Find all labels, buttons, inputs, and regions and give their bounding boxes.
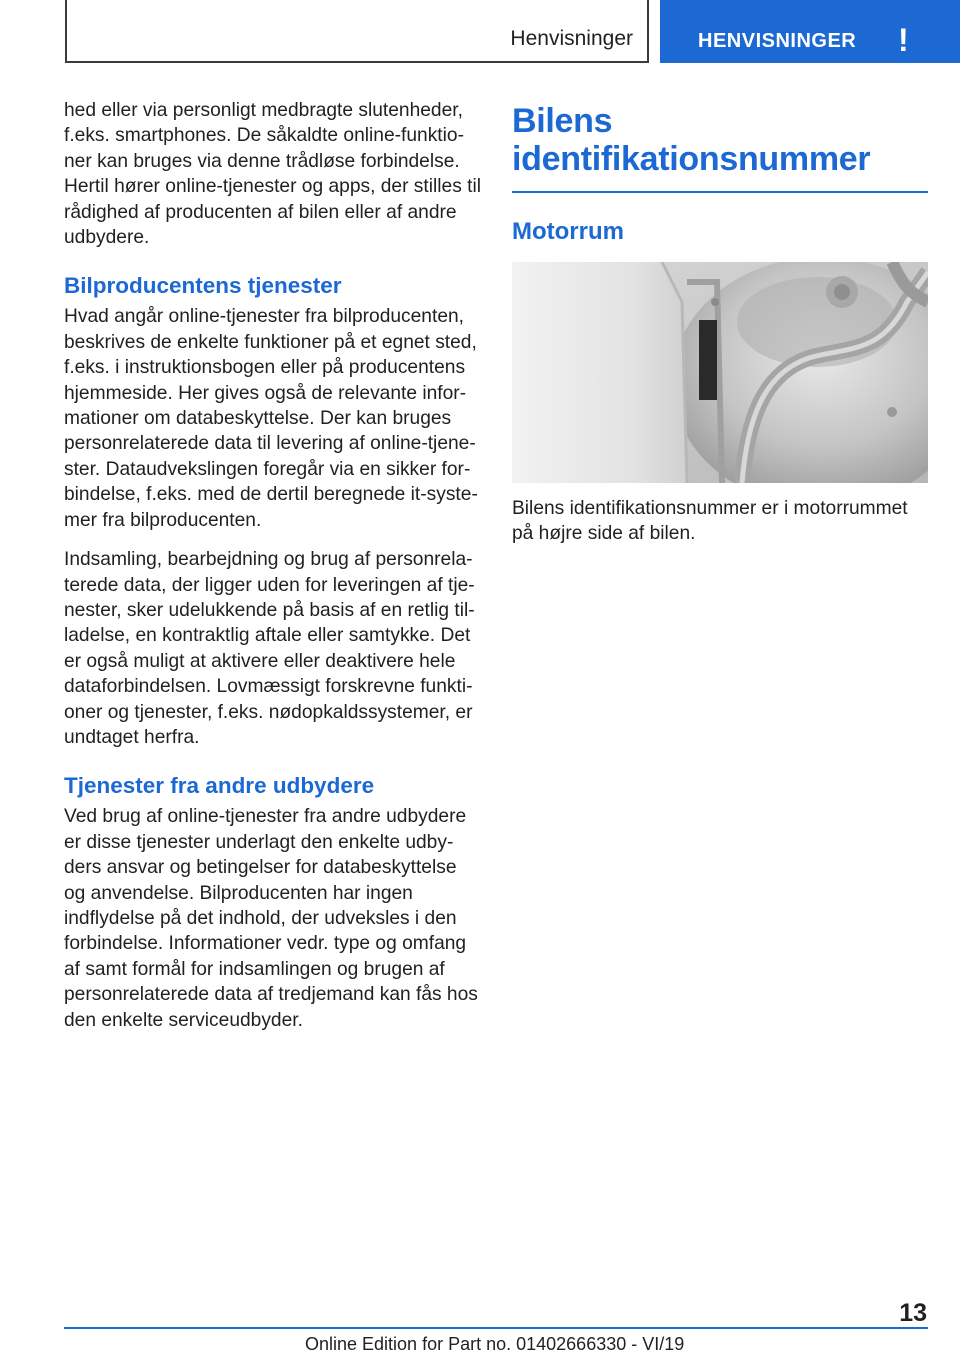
- section-heading-manufacturer-services: Bilproducentens tjenester: [64, 273, 342, 299]
- footer-edition: Online Edition for Part no. 01402666330 - VI/19: [305, 1334, 685, 1354]
- header-chapter-box: [660, 0, 960, 63]
- subheading-engine-compartment: Motorrum: [512, 218, 624, 245]
- page-number: 13: [899, 1299, 927, 1327]
- header-chapter-title: HENVISNINGER: [698, 30, 857, 52]
- right-column: [512, 102, 928, 561]
- intro-paragraph: hed eller via personligt medbragte slutenheder, f.eks. smartphones. De såkaldte online-funktioner kan bruges via denne trådløse forbindelse. Hertil hører online-tjenester og apps, der stilles til rådighed af producenten af bilen eller af andre udbydere.: [64, 100, 481, 249]
- header-section-title: Henvisninger: [510, 27, 633, 50]
- left-column: [64, 98, 482, 1047]
- section-heading-third-party-services: Tjenester fra andre udbydere: [64, 773, 375, 799]
- title-divider: [512, 191, 928, 193]
- engine-compartment-photo: [512, 262, 928, 483]
- page-title: Bilens identifikationsnummer: [512, 102, 871, 178]
- paragraph: Indsamling, bearbejdning og brug af personrelaterede data, der ligger uden for leveringen af tjenester, sker udelukkende på basis af en retlig tilladelse, en kontraktlig aftale eller samtykke. Det er også muligt at aktivere eller deaktivere hele dataforbindelsen. Lovmæssigt forskrevne funktioner og tjenester, f.eks. nødopkaldssystemer, er undtaget herfra.: [64, 549, 475, 748]
- header-section-box: [65, 0, 649, 63]
- paragraph: Ved brug af online-tjenester fra andre udbydere er disse tjenester underlagt den enkelte udbyders ansvar og betingelser for databeskyttelse og anvendelse. Bilproducenten har ingen indflydelse på det indhold, der udveksles i den forbindelse. Informationer vedr. type og omfang af samt formål for indsamlingen og brugen af personrelaterede data af tredjemand kan fås hos den enkelte serviceudbyder.: [64, 806, 478, 1031]
- photo-caption: Bilens identifikationsnummer er i motorrummet på højre side af bilen.: [512, 498, 908, 545]
- paragraph: Hvad angår online-tjenester fra bilproducenten, beskrives de enkelte funktioner på et egnet sted, f.eks. i instruktionsbogen eller på producentens hjemmeside. Her gives også de relevante informationer om databeskyttelse. Der kan bruges personrelaterede data til levering af online-tjenester. Dataudvekslingen foregår via en sikker forbindelse, f.eks. med de dertil beregnede it-systemer fra bilproducenten.: [64, 306, 478, 531]
- footer-divider: [64, 1327, 928, 1329]
- exclamation-icon: !: [898, 22, 909, 58]
